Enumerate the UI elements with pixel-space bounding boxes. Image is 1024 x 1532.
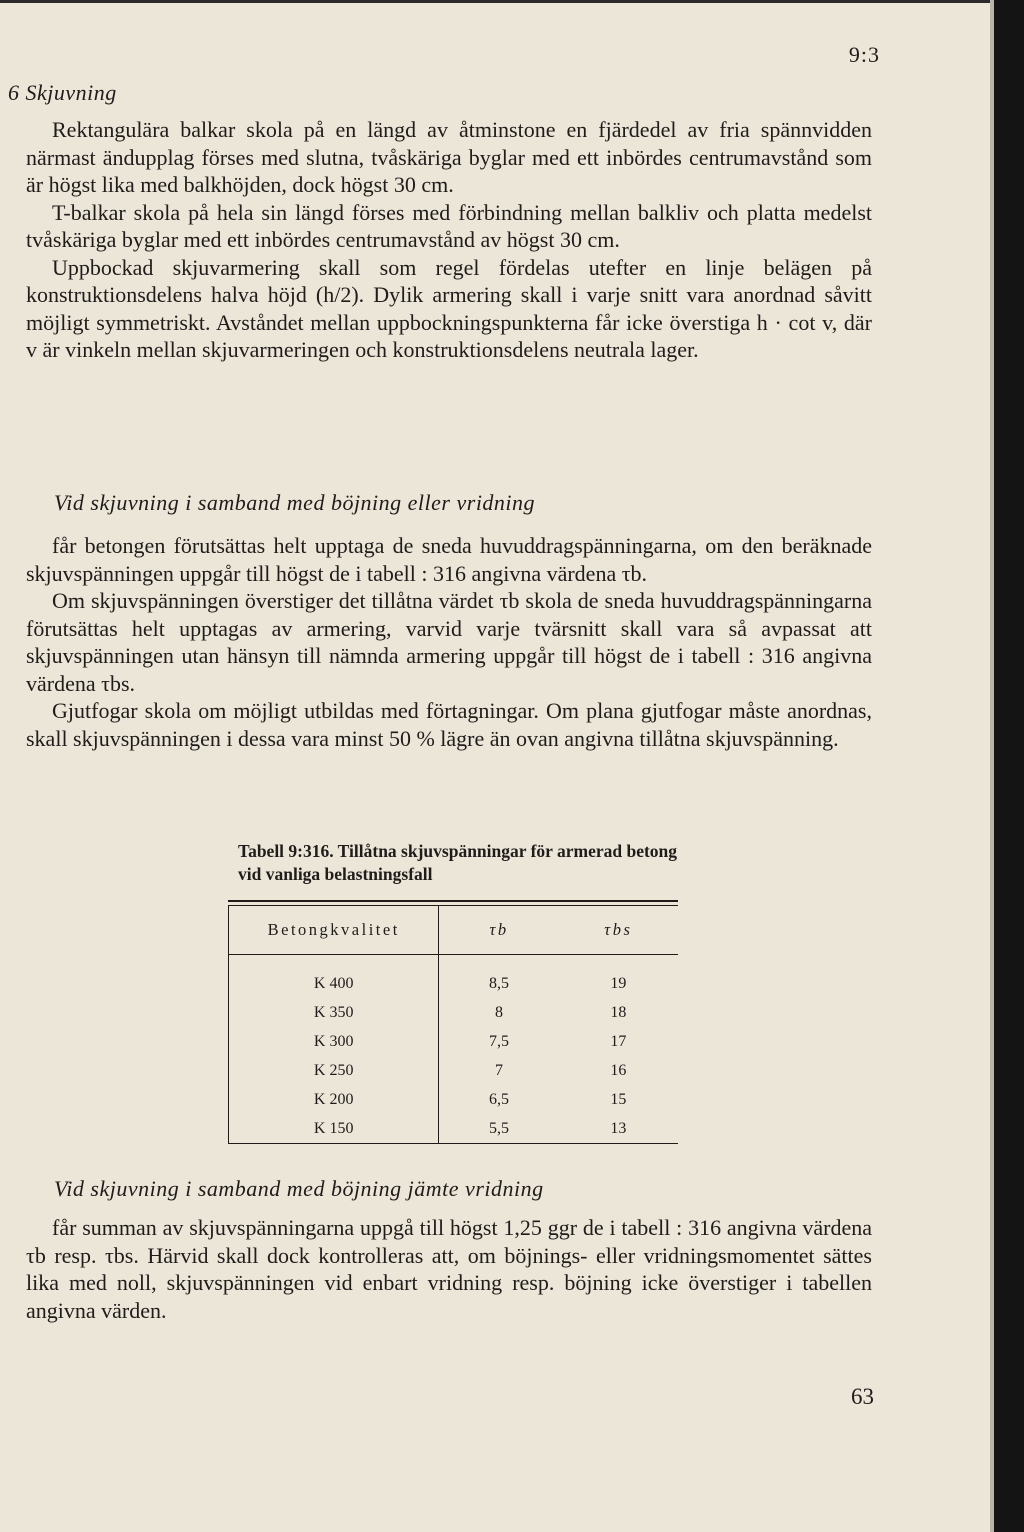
section3-body (26, 1214, 872, 1324)
cell-tau-b: 5,5 (489, 1119, 510, 1137)
subheading-bending-or-torsion: Vid skjuvning i samband med böjning eller vridning (54, 490, 536, 515)
cell-quality: K 200 (229, 1085, 439, 1114)
cell-tau-bs: 16 (610, 1061, 627, 1079)
paragraph: T-balkar skola på hela sin längd förses med förbindning mellan balkliv och platta medelst tvåskäriga byglar med ett inbördes centrumavstånd av högst 30 cm. (26, 199, 872, 252)
paragraph: Rektangulära balkar skola på en längd av åtminstone en fjärdedel av fria spännvidden närmast ändupplag förses med slutna, tvåskäriga byglar med ett inbördes centrumavstånd som är högst lika med balkhöjden, dock högst 30 cm. (26, 117, 872, 197)
page-top-edge (0, 0, 994, 3)
section1-body (26, 116, 872, 364)
cell-tau-bs: 17 (610, 1032, 627, 1050)
table-row (229, 1056, 679, 1085)
cell-tau-bs: 18 (610, 1003, 627, 1021)
cell-quality: K 150 (229, 1114, 439, 1143)
column-header-tau-b: τb (439, 906, 559, 955)
table-row (229, 998, 679, 1027)
scan-border (994, 0, 1024, 1532)
column-header-tau-bs: τbs (559, 906, 678, 955)
table-row (229, 1085, 679, 1114)
cell-tau-bs: 13 (610, 1119, 627, 1137)
cell-quality: K 300 (229, 1027, 439, 1056)
paragraph: får summan av skjuvspänningarna uppgå till högst 1,25 ggr de i tabell : 316 angivna värdena τb resp. τbs. Härvid skall dock kontrolleras att, om böjnings- eller vridningsmomentet sättes lika med noll, skjuvspänningen vid enbart vridning resp. böjning icke överstiger i tabellen angivna värden. (26, 1215, 872, 1323)
page-number: 63 (851, 1384, 874, 1409)
cell-tau-bs: 15 (610, 1090, 627, 1108)
paragraph: får betongen förutsättas helt upptaga de sneda huvuddragspänningarna, om den beräknade skjuvspänningen uppgår till högst de i tabell : 316 angivna värdena τb. (26, 533, 872, 586)
table-bottom-rule (228, 1143, 678, 1144)
cell-quality: K 250 (229, 1056, 439, 1085)
table-row (229, 1027, 679, 1056)
cell-tau-b: 6,5 (489, 1090, 510, 1108)
cell-quality: K 350 (229, 998, 439, 1027)
table-caption: Tabell 9:316. Tillåtna skjuvspänningar för armerad betong vid vanliga belastningsfall (238, 841, 678, 884)
cell-tau-b: 8 (495, 1003, 504, 1021)
cell-tau-b: 7 (495, 1061, 504, 1079)
cell-quality: K 400 (229, 955, 439, 999)
paragraph: Om skjuvspänningen överstiger det tillåtna värdet τb skola de sneda huvuddragspänningarna förutsättas helt upptagas av armering, varvid varje tvärsnitt skall vara så avpassat att skjuvspänningen utan hänsyn till nämnda armering uppgår till högst de i tabell : 316 angivna värdena τbs. (26, 588, 872, 696)
table-row (229, 955, 679, 999)
paragraph: Uppbockad skjuvarmering skall som regel fördelas utefter en linje belägen på konstruktionsdelens halva höjd (h/2). Dylik armering skall i varje snitt vara anordnad såvitt möjligt symmetriskt. Avståndet mellan uppbockningspunkterna får icke överstiga h · cot v, där v är vinkeln mellan skjuvarmeringen och konstruktionsdelens neutrala lager. (26, 254, 872, 362)
paragraph: Gjutfogar skola om möjligt utbildas med förtagningar. Om plana gjutfogar måste anordnas, skall skjuvspänningen i dessa vara minst 50 % lägre än ovan angivna tillåtna skjuvspänning. (26, 698, 872, 751)
subheading-bending-and-torsion: Vid skjuvning i samband med böjning jämte vridning (54, 1176, 544, 1201)
cell-tau-b: 7,5 (489, 1032, 510, 1050)
section-heading: 6 Skjuvning (8, 80, 117, 105)
table-row (229, 1114, 679, 1143)
cell-tau-b: 8,5 (489, 974, 510, 992)
column-header-quality: Betongkvalitet (229, 906, 439, 955)
section2-body (26, 532, 872, 752)
cell-tau-bs: 19 (610, 974, 627, 992)
section-number: 9:3 (848, 42, 880, 67)
shear-stress-table (228, 900, 678, 1144)
table-top-rule (228, 900, 678, 902)
